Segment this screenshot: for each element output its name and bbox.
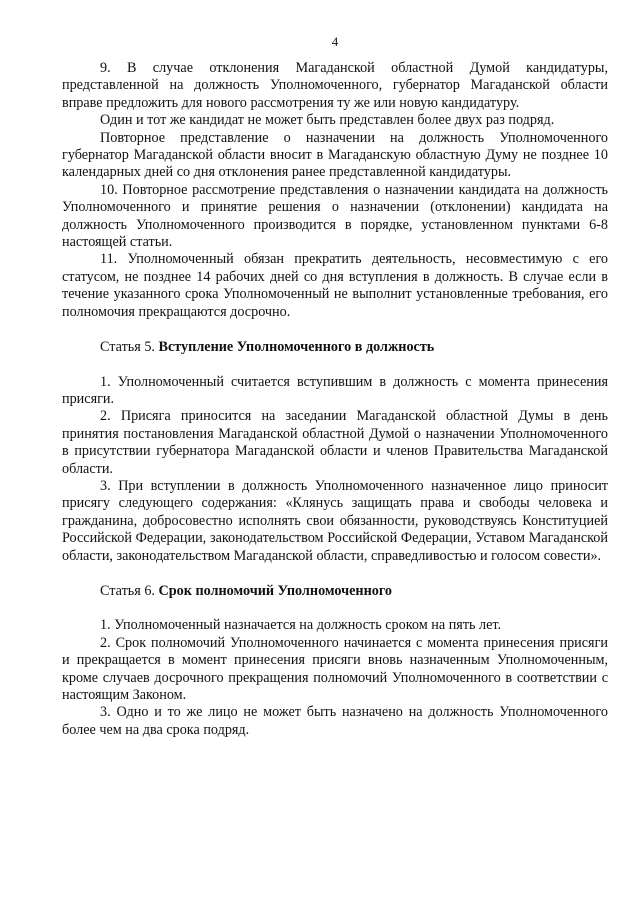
spacer [62, 565, 608, 583]
article-6-clause-3: 3. Одно и то же лицо не может быть назначено на должность Уполномоченного более чем на два срока подряд. [62, 704, 608, 738]
article-6-clause-2: 2. Срок полномочий Уполномоченного начинается с момента принесения присяги и прекращается в момент принесения присяги вновь назначенным Уполномоченным, кроме случаев досрочного прекращения полномочий Уполномоченного в соответствии с настоящим Законом. [62, 634, 608, 703]
article-5-clause-3: 3. При вступлении в должность Уполномоченного назначенное лицо приносит присягу следующего содержания: «Клянусь защищать права и свободы человека и гражданина, добросовестно исполнять свои обязанности, руководствуясь Конституцией Российской Федерации, законодательством Российской Федерации, Уставом Магаданской области, законодательством Магаданской области, справедливостью и голосом совести». [62, 477, 608, 564]
article-5-title: Вступление Уполномоченного в должность [158, 339, 435, 356]
article-5-clause-1: 1. Уполномоченный считается вступившим в должность с момента принесения присяги. [62, 373, 608, 407]
spacer [62, 321, 608, 339]
spacer [62, 357, 608, 374]
article-6-title: Срок полномочий Уполномоченного [158, 582, 393, 599]
clause-9: 9. В случае отклонения Магаданской областной Думой кандидатуры, представленной на должность Уполномоченного, губернатор Магаданской области вправе предложить для нового рассмотрения ту же или новую кандидатуру. [62, 60, 608, 111]
clause-11: 11. Уполномоченный обязан прекратить деятельность, несовместимую с его статусом, не позднее 14 рабочих дней со дня вступления в должность. В случае если в течение указанного срока Уполномоченный не выполнит установленные требования, его полномочия прекращаются досрочно. [62, 251, 608, 320]
page-number: 4 [331, 34, 339, 49]
document-page [62, 34, 608, 739]
clause-9-note: Один и тот же кандидат не может быть представлен более двух раз подряд. [100, 112, 555, 129]
article-6-prefix: Статья 6. [100, 582, 159, 599]
spacer [62, 600, 608, 617]
article-6-heading [62, 583, 608, 600]
article-5-heading [62, 339, 608, 356]
clause-9-repeat: Повторное представление о назначении на должность Уполномоченного губернатор Магаданской области вносит в Магаданскую областную Думу не позднее 10 календарных дней со дня отклонения ранее представленной кандидатуры. [62, 129, 608, 181]
article-5-prefix: Статья 5. [100, 339, 159, 356]
article-6-clause-1: 1. Уполномоченный назначается на должность сроком на пять лет. [100, 617, 502, 634]
clause-10: 10. Повторное рассмотрение представления о назначении кандидата на должность Уполномоченного и принятие решения о назначении (отклонении) кандидата на должность Уполномоченного производится в порядке, установленном пунктами 6-8 настоящей статьи. [62, 181, 608, 251]
article-5-clause-2: 2. Присяга приносится на заседании Магаданской областной Думы в день принятия постановления Магаданской областной Думой о назначении Уполномоченного в присутствии губернатора Магаданской области и членов Правительства Магаданской области. [62, 408, 608, 477]
